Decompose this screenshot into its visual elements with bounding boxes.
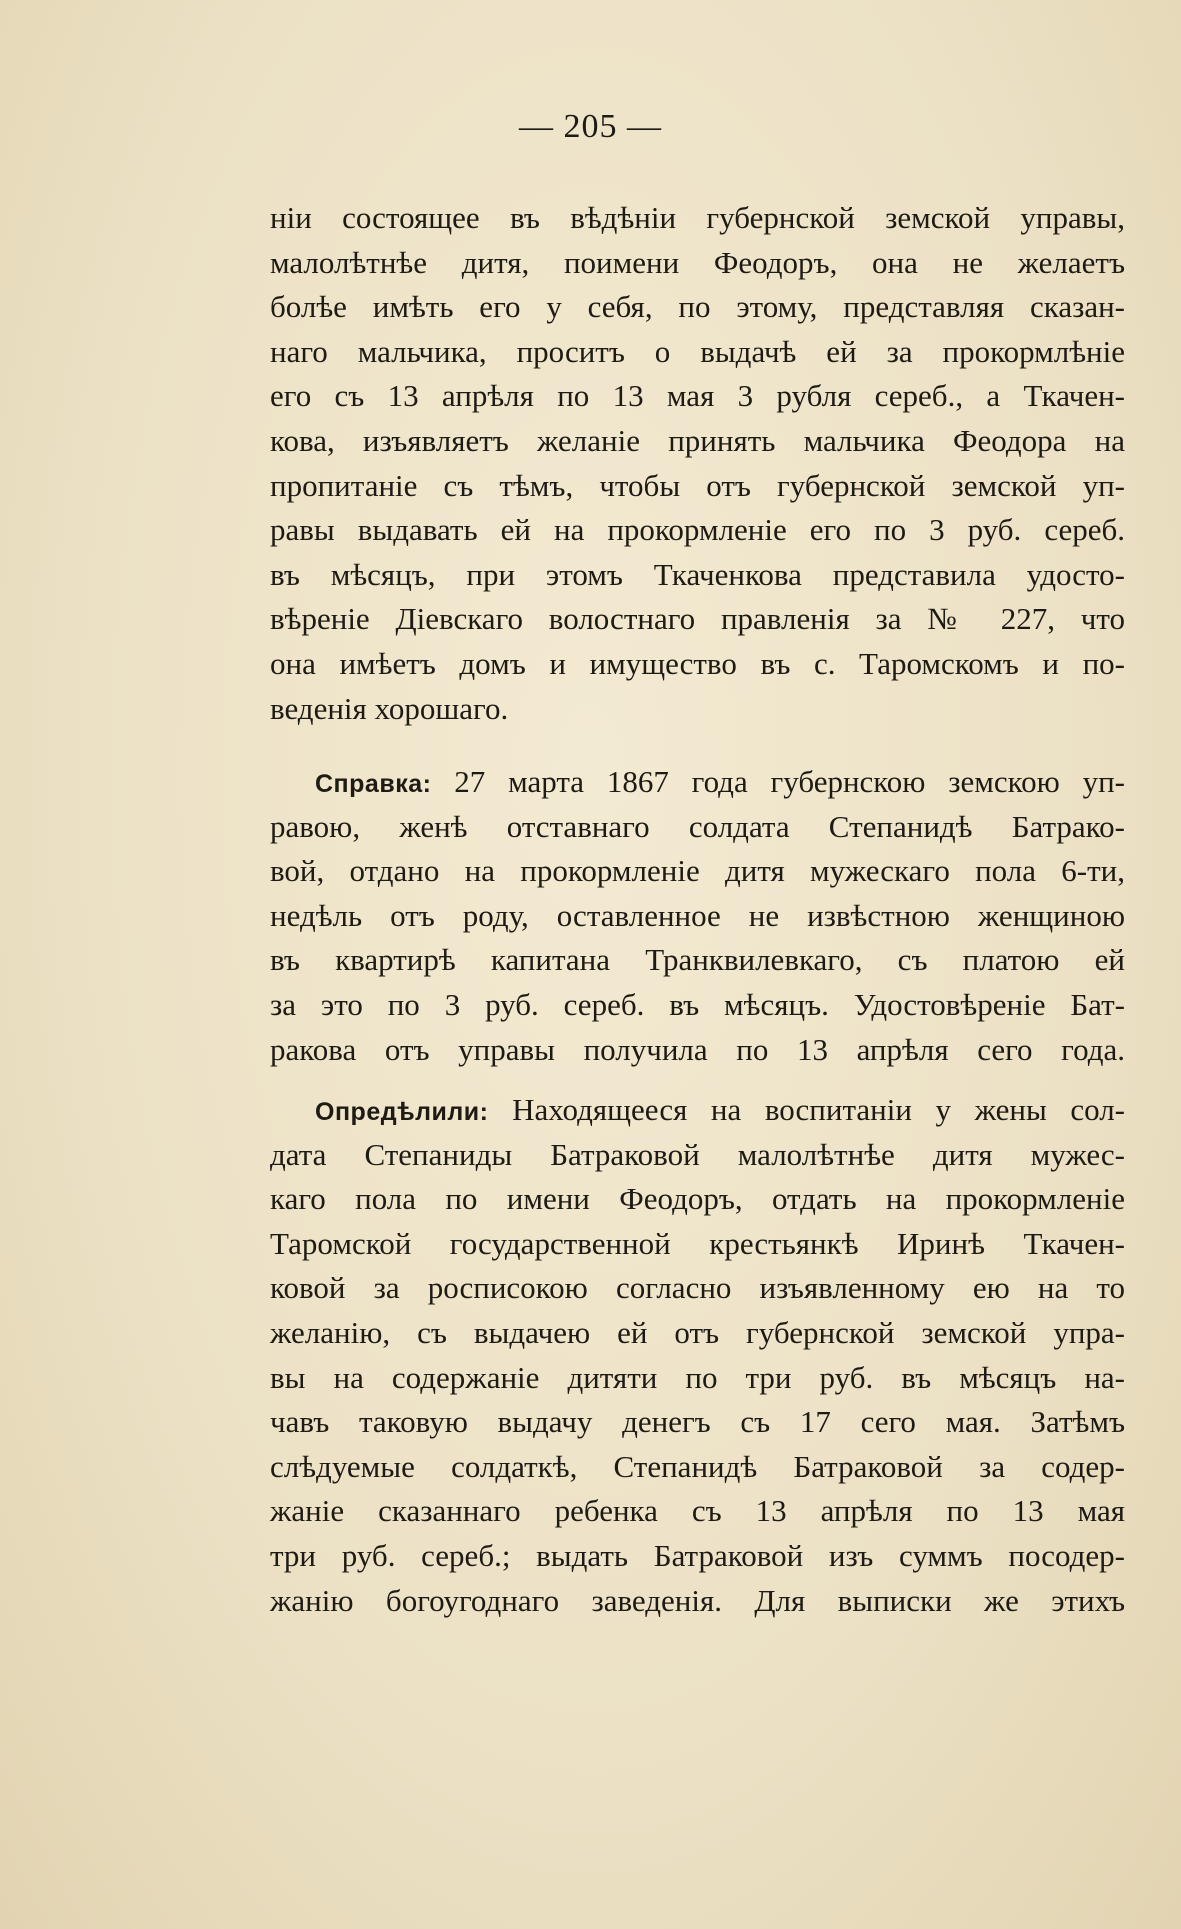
text-line: Таромской государственной крестьянкѣ Иринѣ Ткачен- [270,1225,1125,1261]
text-line: жанію богоугоднаго заведенія. Для выписки же этихъ [270,1582,1125,1618]
text-line: за это по 3 руб. сереб. въ мѣсяцъ. Удостовѣреніе Бат- [270,986,1125,1022]
text-line: она имѣетъ домъ и имущество въ с. Таромскомъ и по- [270,645,1125,681]
text-line: ковой за росписокою согласно изъявленному ею на то [270,1270,1125,1306]
text-line: его съ 13 апрѣля по 13 мая 3 рубля сереб., а Ткачен- [270,378,1125,414]
text-line: ніи состоящее въ вѣдѣніи губернской земской управы, [270,200,1125,235]
paragraph-1 [270,196,1125,731]
text-line: вой, отдано на прокормленіе дитя мужескаго пола 6-ти, [270,853,1125,889]
page-number: — 205 — [519,108,662,145]
text-line: слѣдуемые солдаткѣ, Степанидѣ Батраковой за содер- [270,1448,1125,1484]
paragraph-spravka [270,760,1125,1072]
text-line: въ мѣсяцъ, при этомъ Ткаченкова представила удосто- [270,556,1125,592]
text-line: равою, женѣ отставнаго солдата Степанидѣ Батрако- [270,808,1125,844]
text-line: въ квартирѣ капитана Транквилевкаго, съ платою ей [270,942,1125,978]
text-line: вѣреніе Діевскаго волостнаго правленія за № 227, что [270,601,1125,637]
text-line: веденія хорошаго. [270,690,509,726]
opredelili-label: Опредѣлили: [315,1098,489,1126]
text-line: недѣль отъ роду, оставленное не извѣстною женщиною [270,897,1125,933]
text-line: малолѣтнѣе дитя, поимени Феодоръ, она не желаетъ [270,244,1125,280]
text-line [270,760,1125,805]
spravka-label: Справка: [315,770,432,798]
text-line: болѣе имѣть его у себя, по этому, представляя сказан- [270,289,1125,325]
text-line: каго пола по имени Феодоръ, отдать на прокормленіе [270,1181,1125,1217]
text-line: наго мальчика, проситъ о выдачѣ ей за прокормлѣніе [270,333,1125,369]
text-line: жаніе сказаннаго ребенка съ 13 апрѣля по 13 мая [270,1493,1125,1529]
text-line: ракова отъ управы получила по 13 апрѣля сего года. [270,1031,1125,1067]
opredelili-first-line: Находящееся на воспитаніи у жены сол- [512,1092,1126,1127]
text-line: три руб. сереб.; выдать Батраковой изъ суммъ посодер- [270,1537,1125,1573]
text-line [270,1088,1125,1133]
text-line: кова, изъявляетъ желаніе принять мальчика Феодора на [270,422,1125,458]
text-line: равы выдавать ей на прокормленіе его по 3 руб. сереб. [270,512,1125,548]
text-line: дата Степаниды Батраковой малолѣтнѣе дитя мужес- [270,1136,1125,1172]
paragraph-opredelili [270,1088,1125,1623]
text-line: вы на содержаніе дитяти по три руб. въ мѣсяцъ на- [270,1359,1125,1395]
spravka-first-line: 27 марта 1867 года губернскою земскою уп- [454,764,1126,799]
text-line: пропитаніе съ тѣмъ, чтобы отъ губернской земской уп- [270,467,1125,503]
text-line: желанію, съ выдачею ей отъ губернской земской упра- [270,1314,1125,1350]
text-line: чавъ таковую выдачу денегъ съ 17 сего мая. Затѣмъ [270,1404,1125,1440]
